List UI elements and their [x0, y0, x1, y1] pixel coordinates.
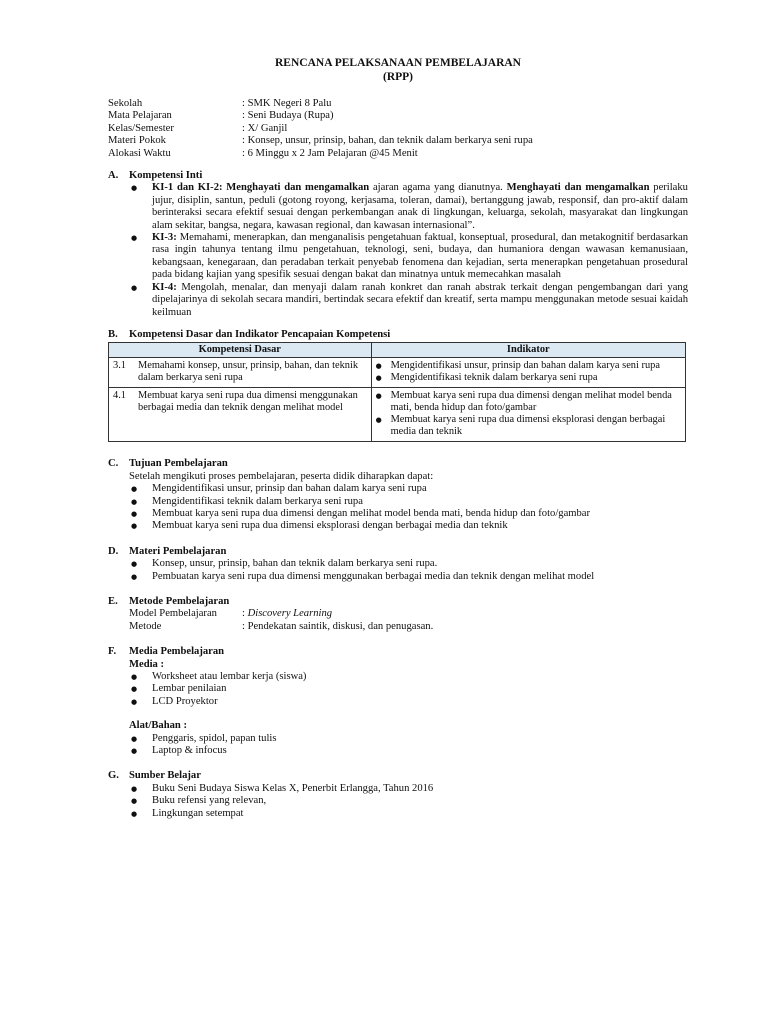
identity-row-mata-pelajaran [108, 110, 688, 122]
section-title: Metode Pembelajaran [129, 595, 230, 607]
section-letter: A. [108, 170, 119, 182]
list-item: ● Lingkungan setempat [129, 808, 688, 820]
identity-row-sekolah [108, 98, 688, 110]
table-row [109, 388, 686, 442]
identity-row-alokasi-waktu [108, 148, 688, 160]
table-header-row [109, 343, 686, 358]
section-title: Media Pembelajaran [129, 646, 225, 658]
indicator-item: ● Membuat karya seni rupa dua dimensi eksplorasi dengan berbagai media dan teknik [376, 414, 681, 438]
indicator-item: ● Mengidentifikasi unsur, prinsip dan bahan dalam karya seni rupa [376, 360, 681, 372]
identity-label: Materi Pokok [108, 135, 166, 147]
section-intro: Setelah mengikuti proses pembelajaran, peserta didik diharapkan dapat: [129, 470, 434, 482]
list-item: ● Laptop & infocus [129, 745, 688, 757]
list-item: ● Lembar penilaian [129, 683, 688, 695]
section-letter: E. [108, 595, 118, 607]
section-heading [108, 596, 688, 608]
section-tujuan-pembelajaran [108, 458, 688, 532]
ki-label: KI-3: [152, 232, 177, 244]
identity-label: Alokasi Waktu [108, 147, 171, 159]
identity-value: : 6 Minggu x 2 Jam Pelajaran @45 Menit [242, 147, 418, 159]
identity-row-materi-pokok [108, 135, 688, 147]
section-heading [108, 170, 688, 182]
section-letter: F. [108, 646, 117, 658]
identity-label: Mata Pelajaran [108, 110, 172, 122]
list-item: ● Buku refensi yang relevan, [129, 795, 688, 807]
section-title: Kompetensi Dasar dan Indikator Pencapaian Kompetensi [129, 328, 391, 340]
section-heading [108, 646, 688, 658]
section-title: Sumber Belajar [129, 770, 201, 782]
section-letter: G. [108, 770, 119, 782]
kd-indicator-table [108, 342, 686, 442]
metode-value: : Pendekatan saintik, diskusi, dan penugasan. [242, 620, 434, 632]
kd-text: Memahami konsep, unsur, prinsip, bahan, dan teknik dalam berkarya seni rupa [138, 360, 359, 384]
column-header-kompetensi-dasar: Kompetensi Dasar [109, 343, 372, 358]
alat-bahan-subheading: Alat/Bahan : [129, 720, 187, 732]
section-title: Materi Pembelajaran [129, 545, 227, 557]
identity-label: Kelas/Semester [108, 122, 174, 134]
section-title: Kompetensi Inti [129, 170, 203, 182]
section-letter: B. [108, 328, 118, 340]
identity-value: : Seni Budaya (Rupa) [242, 110, 334, 122]
identity-row-kelas-semester [108, 123, 688, 135]
model-separator: : [242, 608, 248, 620]
model-value: Discovery Learning [247, 608, 333, 620]
indicator-item: ● Mengidentifikasi teknik dalam berkarya seni rupa [376, 372, 681, 384]
model-pembelajaran-row [129, 608, 688, 620]
ki-label: KI-1 dan KI-2: [152, 182, 223, 194]
list-item: ● Mengidentifikasi unsur, prinsip dan bahan dalam karya seni rupa [129, 483, 688, 495]
identity-value: : SMK Negeri 8 Palu [242, 98, 332, 109]
model-label: Model Pembelajaran [129, 608, 217, 620]
metode-label: Metode [129, 620, 162, 632]
identity-table [108, 98, 688, 160]
kd-number: 4.1 [113, 390, 126, 402]
section-metode-pembelajaran [108, 596, 688, 633]
list-item: ● Konsep, unsur, prinsip, bahan dan teknik dalam berkarya seni rupa. [129, 558, 688, 570]
list-item: ● Penggaris, spidol, papan tulis [129, 733, 688, 745]
section-heading [108, 329, 688, 341]
section-kompetensi-dasar [108, 329, 688, 442]
identity-label: Sekolah [108, 98, 143, 109]
list-item: ● Membuat karya seni rupa dua dimensi dengan melihat model benda mati, benda hidup dan foto/gambar [129, 508, 688, 520]
section-kompetensi-inti [108, 170, 688, 319]
document-title [108, 56, 688, 84]
section-letter: C. [108, 458, 119, 470]
ki-bold-text: Menghayati dan mengamalkan [506, 182, 650, 194]
list-item: ● Membuat karya seni rupa dua dimensi eksplorasi dengan berbagai media dan teknik [129, 520, 688, 532]
section-heading [108, 546, 688, 558]
kd-text: Membuat karya seni rupa dua dimensi menggunakan berbagai media dan teknik dengan melihat model [138, 390, 358, 414]
list-item: ● Pembuatan karya seni rupa dua dimensi menggunakan berbagai media dan teknik dengan melihat model [129, 571, 688, 583]
ki-text: perilaku jujur, disiplin, santun, peduli (gotong royong, kerjasama, toleran, damai), bertanggung jawab, responsif, dan pro-aktif dalam berinteraksi secara efektif sesuai dengan perkembangan anak di lingkungan, keluarga, sekolah, masyarakat dan lingkungan alam sekitar, bangsa, negara, kawasan regional, dan kawasan internasional”. [152, 182, 688, 231]
ki-text: ajaran agama yang dianutnya. [372, 182, 503, 194]
ki-4-item [129, 282, 688, 319]
section-title: Tujuan Pembelajaran [129, 458, 228, 470]
section-sumber-belajar [108, 770, 688, 820]
ki-1-2-item [129, 182, 688, 232]
media-subheading: Media : [129, 658, 165, 670]
list-item: ● Buku Seni Budaya Siswa Kelas X, Penerbit Erlangga, Tahun 2016 [129, 783, 688, 795]
kd-cell [109, 388, 372, 442]
identity-value: : Konsep, unsur, prinsip, bahan, dan teknik dalam berkarya seni rupa [242, 135, 533, 147]
list-item: ● Mengidentifikasi teknik dalam berkarya seni rupa [129, 496, 688, 508]
title-line-1: RENCANA PELAKSANAAN PEMBELAJARAN [275, 57, 521, 69]
column-header-indikator: Indikator [371, 343, 685, 358]
section-media-pembelajaran [108, 646, 688, 757]
ki-label: KI-4: [152, 281, 177, 293]
ki-text: Memahami, menerapkan, dan menganalisis pengetahuan faktual, konseptual, prosedural, dan metakognitif berdasarkan rasa ingin tahunya tentang ilmu pengetahuan, teknologi, seni, budaya, dan humaniora dengan wawasan kemanusiaan, kebangsaan, kenegaraan, dan peradaban terkait penyebab fenomena dan kejadian, serta menerapkan pengetahuan prosedural pada bidang kajian yang spesifik sesuai dengan bakat dan minatnya untuk memecahkan masalah [152, 232, 688, 281]
indicator-cell [371, 358, 685, 388]
list-item: ● LCD Proyektor [129, 696, 688, 708]
indicator-cell [371, 388, 685, 442]
ki-list [129, 182, 688, 318]
kd-cell [109, 358, 372, 388]
ki-bold-text: Menghayati dan mengamalkan [226, 182, 370, 194]
section-heading [108, 458, 688, 470]
table-row [109, 358, 686, 388]
indicator-item: ● Membuat karya seni rupa dua dimensi dengan melihat model benda mati, benda hidup dan foto/gambar [376, 390, 681, 414]
identity-value: : X/ Ganjil [242, 122, 288, 134]
section-letter: D. [108, 545, 119, 557]
metode-row [129, 621, 688, 633]
title-line-2: (RPP) [382, 71, 413, 83]
section-heading [108, 770, 688, 782]
section-materi-pembelajaran [108, 546, 688, 583]
ki-text: Mengolah, menalar, dan menyaji dalam ranah konkret dan ranah abstrak terkait dengan pengembangan dari yang dipelajarinya di sekolah secara mandiri, bertindak secara efektif dan kreatif, serta mampu menggunakan metode sesuai kaidah keilmuan [152, 281, 688, 318]
ki-3-item [129, 232, 688, 282]
list-item: ● Worksheet atau lembar kerja (siswa) [129, 671, 688, 683]
kd-number: 3.1 [113, 360, 126, 372]
